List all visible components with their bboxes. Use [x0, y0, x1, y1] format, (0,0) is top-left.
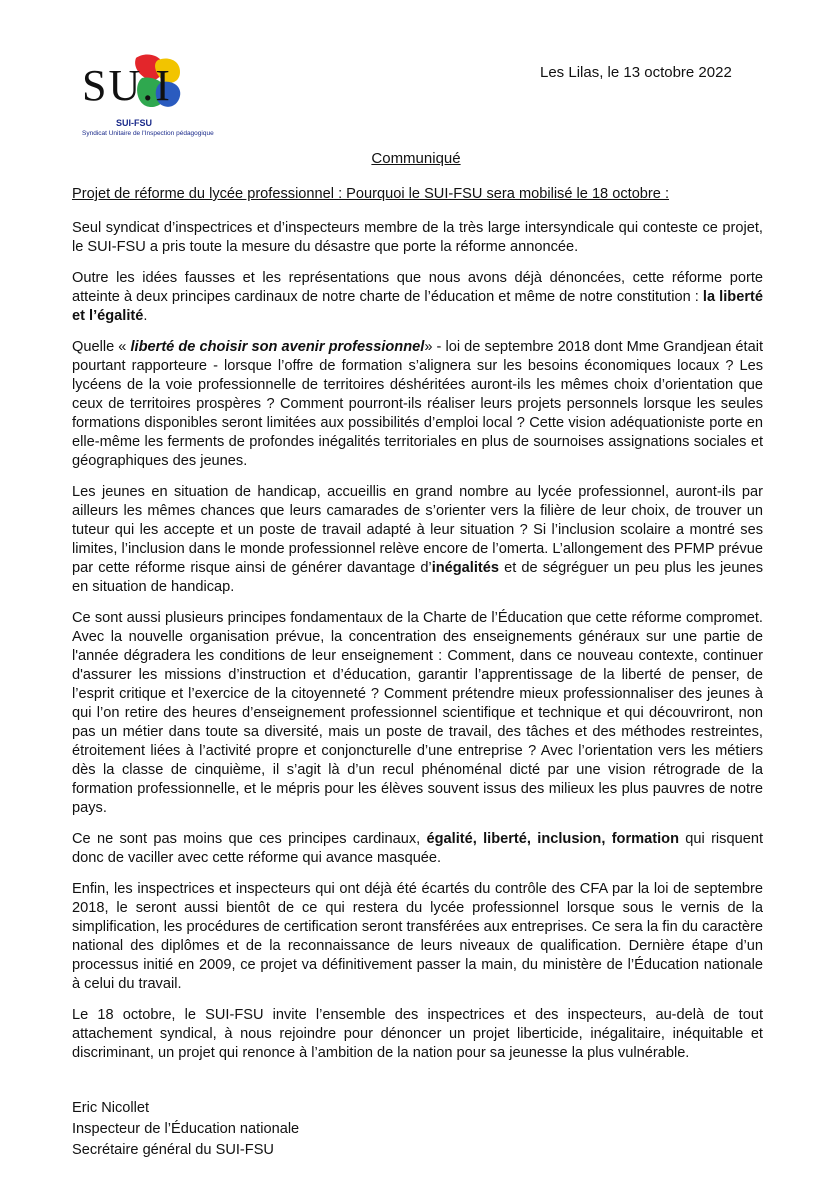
date-line: Les Lilas, le 13 octobre 2022	[540, 64, 732, 81]
logo-subtitle: Syndicat Unitaire de l'Inspection pédagogique	[82, 130, 214, 137]
body-text	[72, 219, 763, 1075]
paragraph-1: Seul syndicat d’inspectrices et d’inspecteurs membre de la très large intersyndicale qui conteste ce projet, le SUI-FSU a pris toute la mesure du désastre que porte la réforme annoncée.	[72, 220, 763, 255]
signatory-position: Secrétaire général du SUI-FSU	[72, 1142, 274, 1158]
signatory-name: Eric Nicollet	[72, 1100, 150, 1116]
logo-name: SUI-FSU	[116, 118, 152, 128]
subject-line: Projet de réforme du lycée professionnel : Pourquoi le SUI-FSU sera mobilisé le 18 octobre :	[72, 186, 670, 202]
document-title: Communiqué	[371, 150, 461, 167]
sui-fsu-logo	[82, 52, 232, 144]
paragraph-7: Enfin, les inspectrices et inspecteurs qui ont déjà été écartés du contrôle des CFA par la loi de septembre 2018, le seront aussi bientôt de ce qui restera du lycée professionnel lorsque sous le vernis de la simplification, les procédures de certification seront transférées aux entreprises. Ce sera la fin du caractère national des diplômes et de la reconnaissance de leurs niveaux de qualification. Dernière étape d’un processus initié en 2009, ce projet va définitivement passer la main, du ministère de l’Éducation nationale à celui du travail.	[72, 881, 763, 992]
signatory-role: Inspecteur de l’Éducation nationale	[72, 1121, 300, 1137]
paragraph-4: Les jeunes en situation de handicap, accueillis en grand nombre au lycée professionnel, auront-ils par ailleurs les mêmes chances que leurs camarades de s’orienter vers la filière de leur choix, de trouver un tuteur qui les accepte et un poste de travail adapté à leur situation ? Si l’inclusion scolaire a montré ses limites, l’inclusion dans le monde professionnel relève encore de l’omerta. L’allongement des PFMP prévue par cette réforme risque ainsi de générer davantage d’inégalités et de ségréguer un peu plus les jeunes en situation de handicap.	[72, 484, 763, 595]
paragraph-6: Ce ne sont pas moins que ces principes cardinaux, égalité, liberté, inclusion, formation qui risquent donc de vaciller avec cette réforme qui avance masquée.	[72, 831, 763, 866]
paragraph-2: Outre les idées fausses et les représentations que nous avons déjà dénoncées, cette réforme porte atteinte à deux principes cardinaux de notre charte de l’éducation et même de notre constitution : la liberté et l’égalité.	[72, 270, 763, 324]
paragraph-8: Le 18 octobre, le SUI-FSU invite l’ensemble des inspectrices et des inspecteurs, au-delà de tout attachement syndical, à nous rejoindre pour dénoncer un projet liberticide, inégalitaire, inéquitable et discriminant, un projet qui renonce à l’ambition de la nation pour sa jeunesse la plus vulnérable.	[72, 1007, 763, 1061]
logo-letters: SU.I	[82, 61, 172, 110]
paragraph-3: Quelle « liberté de choisir son avenir professionnel» - loi de septembre 2018 dont Mme Grandjean était pourtant rapporteure - lorsque l’offre de formation s’alignera sur les besoins économiques locaux ? Les lycéens de la voie professionnelle de territoires déshéritées auront-ils les mêmes choix d’orientation que ceux de territoires prospères ? Comment pourront-ils réaliser leurs projets personnels lorsque les seules formations disponibles seront limitées aux possibilités d’emploi local ? Cette vision adéquationiste porte en elle-même les ferments de profondes inégalités territoriales en plus de sournoises assignations sociales et géographiques des jeunes.	[72, 339, 763, 469]
paragraph-5: Ce sont aussi plusieurs principes fondamentaux de la Charte de l’Éducation que cette réforme compromet. Avec la nouvelle organisation prévue, la concentration des enseignements généraux sur une partie de l'année dégradera les conditions de leur enseignement : Comment, dans ce nouveau contexte, continuer d'assurer les missions d’instruction et d’éducation, garantir l’apprentissage de la liberté de penser, de l’esprit critique et l’exercice de la citoyenneté ? Comment prétendre mieux professionnaliser des jeunes à qui l’on retire des heures d’enseignement professionnel scientifique et technique et qui découvriront, non pas un métier dans toute sa diversité, mais un poste de travail, des tâches et des méthodes restreintes, étroitement liées à l’activité propre et conjoncturelle d’une entreprise ? Avec l’orientation vers les métiers dès la classe de cinquième, il s’agit là d’un recul phénoménal dicté par une vision rétrograde de la formation professionnelle, et le mépris pour les élèves souvent issus des milieux les plus pauvres de notre pays.	[72, 610, 763, 816]
signature-block	[72, 1098, 299, 1161]
